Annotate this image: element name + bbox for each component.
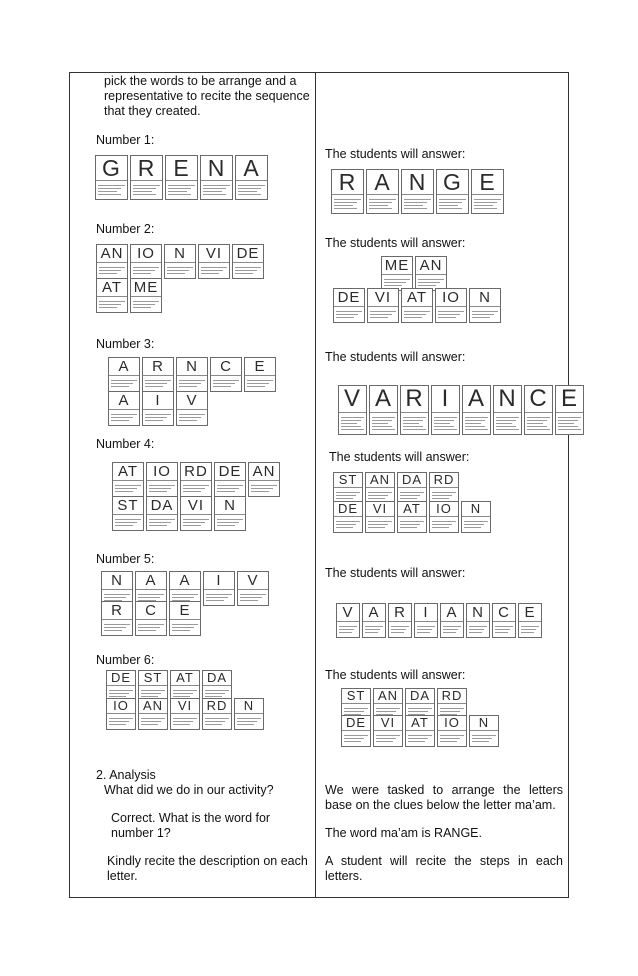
letter-tile — [435, 288, 467, 323]
tile-clue — [334, 306, 364, 322]
letter-tile — [493, 385, 522, 435]
letter-tile — [367, 288, 399, 323]
tile-letter: N — [472, 604, 484, 621]
letter-tile — [365, 501, 395, 533]
letter-tile — [165, 155, 198, 200]
tile-letter: E — [173, 155, 190, 181]
correct-line-2: number 1? — [111, 826, 171, 840]
tile-letter: AN — [369, 472, 391, 487]
letter-tile — [108, 357, 140, 392]
tile-clue — [342, 730, 370, 746]
tile-clue — [432, 412, 459, 434]
tile-clue — [494, 412, 521, 434]
letter-tile — [112, 462, 144, 497]
letter-tile — [397, 501, 427, 533]
tile-clue — [334, 516, 362, 532]
letter-tile — [244, 357, 276, 392]
tile-clue — [199, 262, 229, 278]
tile-clue — [519, 621, 541, 637]
tile-letter: C — [498, 604, 510, 621]
letter-tile — [142, 357, 174, 392]
tile-clue — [332, 194, 363, 213]
tile-letter: E — [524, 604, 536, 621]
letter-tile — [518, 603, 542, 638]
letter-tile — [237, 571, 269, 606]
letter-tile — [437, 715, 467, 747]
tile-letter: AT — [117, 463, 139, 480]
tile-clue — [97, 262, 127, 278]
letter-tile — [373, 715, 403, 747]
tile-letter: N — [186, 358, 198, 375]
tile-letter: AN — [100, 245, 124, 262]
tile-clue — [238, 589, 268, 605]
tile-letter: N — [243, 698, 255, 713]
tile-clue — [470, 306, 500, 322]
tile-clue — [470, 730, 498, 746]
tile-clue — [113, 514, 143, 530]
tile-letter: N — [111, 572, 123, 589]
tile-letter: DA — [206, 670, 228, 685]
letter-tile — [333, 288, 365, 323]
number-6-tiles-row-2 — [106, 698, 266, 730]
tile-clue — [389, 621, 411, 637]
letter-tile — [429, 472, 459, 504]
tile-clue — [366, 516, 394, 532]
tile-clue — [113, 480, 143, 496]
letter-tile — [108, 391, 140, 426]
tile-clue — [525, 412, 552, 434]
letter-tile — [405, 715, 435, 747]
tile-clue — [462, 516, 490, 532]
tile-clue — [398, 516, 426, 532]
answer-label-2: The students will answer: — [325, 236, 466, 250]
letter-tile — [365, 472, 395, 504]
tile-clue — [177, 375, 207, 391]
letter-tile — [180, 462, 212, 497]
answer-6-tiles-row-2 — [341, 715, 501, 747]
letter-tile — [333, 472, 363, 504]
tile-letter: DA — [409, 688, 431, 703]
number-3-label: Number 3: — [96, 337, 155, 351]
tile-letter: A — [179, 572, 191, 589]
letter-tile — [369, 385, 398, 435]
analysis-question: What did we do in our activity? — [104, 783, 274, 797]
tile-letter: IO — [153, 463, 171, 480]
tile-letter: V — [343, 385, 361, 412]
reply-1: We were tasked to arrange the letters base on the clues below the letter ma’am. — [325, 783, 563, 812]
letter-tile — [176, 357, 208, 392]
intro-line-2: representative to recite the sequence — [104, 89, 310, 103]
tile-letter: DE — [110, 670, 132, 685]
tile-clue — [430, 516, 458, 532]
tile-clue — [204, 589, 234, 605]
tile-letter: V — [186, 392, 198, 409]
column-divider — [315, 73, 316, 897]
letter-tile — [202, 698, 232, 730]
letter-tile — [200, 155, 233, 200]
tile-clue — [249, 480, 279, 496]
tile-letter: IO — [444, 715, 460, 730]
tile-letter: A — [368, 604, 380, 621]
tile-clue — [368, 306, 398, 322]
letter-tile — [341, 715, 371, 747]
letter-tile — [469, 288, 501, 323]
tile-clue — [406, 730, 434, 746]
reply-3: A student will recite the steps in each letters. — [325, 854, 563, 883]
tile-clue — [147, 480, 177, 496]
tile-letter: E — [254, 358, 266, 375]
tile-clue — [177, 409, 207, 425]
tile-letter: R — [405, 385, 424, 412]
tile-letter: ST — [346, 688, 366, 703]
letter-tile — [176, 391, 208, 426]
letter-tile — [95, 155, 128, 200]
tile-letter: E — [560, 385, 578, 412]
tile-letter: IO — [436, 501, 452, 516]
tile-letter: DA — [401, 472, 423, 487]
tile-clue — [170, 619, 200, 635]
tile-clue — [415, 621, 437, 637]
tile-letter: RD — [441, 688, 463, 703]
answer-5-tiles — [336, 603, 544, 638]
letter-tile — [401, 169, 434, 214]
tile-clue — [102, 619, 132, 635]
intro-line-1: pick the words to be arrange and a — [104, 74, 297, 88]
number-1-label: Number 1: — [96, 133, 155, 147]
tile-clue — [143, 409, 173, 425]
tile-letter: N — [479, 289, 491, 306]
answer-label-1: The students will answer: — [325, 147, 466, 161]
letter-tile — [400, 385, 429, 435]
tile-letter: I — [423, 604, 429, 621]
letter-tile — [235, 155, 268, 200]
number-1-tiles — [95, 155, 270, 200]
tile-clue — [131, 180, 162, 199]
tile-letter: A — [118, 392, 130, 409]
letter-tile — [96, 278, 128, 313]
letter-tile — [180, 496, 212, 531]
tile-letter: AN — [419, 257, 443, 274]
tile-letter: G — [443, 169, 462, 195]
tile-clue — [463, 412, 490, 434]
number-5-tiles-row-2 — [101, 601, 203, 636]
tile-clue — [109, 375, 139, 391]
tile-clue — [370, 412, 397, 434]
answer-4-tiles-row-2 — [333, 501, 493, 533]
tile-clue — [401, 412, 428, 434]
tile-clue — [438, 730, 466, 746]
answer-3-tiles — [338, 385, 586, 435]
letter-tile — [381, 256, 413, 291]
letter-tile — [170, 698, 200, 730]
letter-tile — [524, 385, 553, 435]
tile-clue — [97, 296, 127, 312]
number-2-tiles-row-2 — [96, 278, 164, 313]
tile-letter: N — [498, 385, 517, 412]
tile-letter: AT — [101, 279, 123, 296]
tile-letter: IO — [113, 698, 129, 713]
tile-clue — [136, 619, 166, 635]
tile-clue — [236, 180, 267, 199]
letter-tile — [112, 496, 144, 531]
tile-letter: DE — [236, 245, 260, 262]
tile-letter: VI — [374, 289, 392, 306]
tile-letter: DE — [337, 289, 361, 306]
tile-letter: V — [247, 572, 259, 589]
tile-letter: RD — [206, 698, 228, 713]
tile-letter: N — [470, 501, 482, 516]
number-6-label: Number 6: — [96, 653, 155, 667]
tile-letter: ST — [338, 472, 358, 487]
letter-tile — [414, 603, 438, 638]
tile-letter: A — [118, 358, 130, 375]
tile-clue — [233, 262, 263, 278]
letter-tile — [415, 256, 447, 291]
tile-letter: AT — [406, 289, 428, 306]
letter-tile — [142, 391, 174, 426]
tile-letter: N — [478, 715, 490, 730]
tile-letter: IO — [442, 289, 460, 306]
analysis-heading: 2. Analysis — [96, 768, 156, 782]
tile-letter: AT — [176, 670, 194, 685]
tile-clue — [493, 621, 515, 637]
tile-letter: A — [374, 169, 391, 195]
letter-tile — [388, 603, 412, 638]
answer-2-tiles-row-2 — [333, 288, 503, 323]
letter-tile — [461, 501, 491, 533]
letter-tile — [466, 603, 490, 638]
letter-tile — [101, 601, 133, 636]
tile-clue — [337, 621, 359, 637]
letter-tile — [130, 155, 163, 200]
tile-clue — [402, 194, 433, 213]
tile-letter: DE — [218, 463, 242, 480]
tile-clue — [556, 412, 583, 434]
number-4-tiles-row-2 — [112, 496, 248, 531]
tile-letter: RD — [184, 463, 208, 480]
tile-letter: AN — [252, 463, 276, 480]
tile-clue — [215, 480, 245, 496]
tile-letter: G — [102, 155, 121, 181]
answer-label-3: The students will answer: — [325, 350, 466, 364]
tile-letter: VI — [205, 245, 223, 262]
tile-clue — [367, 194, 398, 213]
tile-letter: R — [394, 604, 406, 621]
letter-tile — [96, 244, 128, 279]
letter-tile — [471, 169, 504, 214]
tile-letter: AN — [377, 688, 399, 703]
tile-letter: R — [152, 358, 164, 375]
letter-tile — [366, 169, 399, 214]
tile-letter: R — [137, 155, 156, 181]
number-4-tiles-row-1 — [112, 462, 282, 497]
letter-tile — [146, 496, 178, 531]
tile-clue — [107, 713, 135, 729]
tile-letter: V — [342, 604, 354, 621]
tile-clue — [203, 713, 231, 729]
tile-letter: E — [179, 602, 191, 619]
letter-tile — [169, 601, 201, 636]
tile-letter: A — [446, 604, 458, 621]
tile-letter: N — [174, 245, 186, 262]
number-5-label: Number 5: — [96, 552, 155, 566]
letter-tile — [336, 603, 360, 638]
answer-2-tiles-row-1 — [381, 256, 449, 291]
tile-letter: I — [216, 572, 222, 589]
recite-line-2: letter. — [107, 869, 138, 883]
letter-tile — [214, 496, 246, 531]
tile-clue — [472, 194, 503, 213]
intro-line-3: that they created. — [104, 104, 201, 118]
tile-clue — [402, 306, 432, 322]
tile-letter: AT — [403, 501, 421, 516]
tile-letter: VI — [187, 497, 205, 514]
letter-tile — [333, 501, 363, 533]
tile-letter: DE — [337, 501, 359, 516]
letter-tile — [401, 288, 433, 323]
answer-label-5: The students will answer: — [325, 566, 466, 580]
tile-letter: DA — [150, 497, 174, 514]
letter-tile — [146, 462, 178, 497]
letter-tile — [362, 603, 386, 638]
tile-letter: ST — [143, 670, 163, 685]
letter-tile — [462, 385, 491, 435]
answer-1-tiles — [331, 169, 506, 214]
number-3-tiles-row-2 — [108, 391, 210, 426]
answer-label-6: The students will answer: — [325, 668, 466, 682]
letter-tile — [130, 278, 162, 313]
tile-letter: ME — [133, 279, 159, 296]
tile-letter: C — [220, 358, 232, 375]
tile-clue — [467, 621, 489, 637]
tile-clue — [363, 621, 385, 637]
tile-letter: DE — [345, 715, 367, 730]
tile-letter: IO — [137, 245, 155, 262]
tile-clue — [201, 180, 232, 199]
tile-letter: I — [441, 385, 450, 412]
tile-letter: RD — [433, 472, 455, 487]
letter-tile — [138, 698, 168, 730]
tile-letter: AT — [411, 715, 429, 730]
letter-tile — [234, 698, 264, 730]
correct-line-1: Correct. What is the word for — [111, 811, 271, 825]
tile-letter: AN — [142, 698, 164, 713]
tile-letter: N — [207, 155, 226, 181]
tile-clue — [181, 514, 211, 530]
number-3-tiles-row-1 — [108, 357, 278, 392]
tile-letter: I — [155, 392, 161, 409]
tile-clue — [437, 194, 468, 213]
letter-tile — [210, 357, 242, 392]
tile-clue — [165, 262, 195, 278]
letter-tile — [232, 244, 264, 279]
letter-tile — [331, 169, 364, 214]
letter-tile — [431, 385, 460, 435]
tile-letter: E — [479, 169, 496, 195]
letter-tile — [429, 501, 459, 533]
letter-tile — [397, 472, 427, 504]
tile-letter: R — [111, 602, 123, 619]
tile-clue — [245, 375, 275, 391]
tile-letter: A — [145, 572, 157, 589]
letter-tile — [164, 244, 196, 279]
tile-clue — [171, 713, 199, 729]
tile-letter: ME — [384, 257, 410, 274]
letter-tile — [106, 698, 136, 730]
tile-clue — [131, 296, 161, 312]
tile-clue — [181, 480, 211, 496]
tile-letter: N — [224, 497, 236, 514]
tile-letter: A — [374, 385, 392, 412]
tile-letter: ST — [117, 497, 139, 514]
tile-letter: R — [338, 169, 357, 195]
tile-clue — [147, 514, 177, 530]
tile-letter: VI — [177, 698, 193, 713]
reply-2: The word ma’am is RANGE. — [325, 826, 482, 840]
tile-clue — [143, 375, 173, 391]
tile-clue — [131, 262, 161, 278]
letter-tile — [198, 244, 230, 279]
tile-letter: VI — [372, 501, 388, 516]
letter-tile — [135, 601, 167, 636]
tile-clue — [109, 409, 139, 425]
letter-tile — [469, 715, 499, 747]
tile-clue — [139, 713, 167, 729]
tile-clue — [441, 621, 463, 637]
tile-letter: VI — [380, 715, 396, 730]
tile-letter: A — [243, 155, 260, 181]
tile-letter: N — [408, 169, 427, 195]
letter-tile — [130, 244, 162, 279]
letter-tile — [555, 385, 584, 435]
letter-tile — [338, 385, 367, 435]
tile-clue — [96, 180, 127, 199]
tile-clue — [436, 306, 466, 322]
tile-clue — [215, 514, 245, 530]
tile-clue — [339, 412, 366, 434]
tile-clue — [211, 375, 241, 391]
letter-tile — [214, 462, 246, 497]
letter-tile — [492, 603, 516, 638]
number-2-label: Number 2: — [96, 222, 155, 236]
tile-letter: A — [467, 385, 485, 412]
tile-clue — [235, 713, 263, 729]
tile-letter: C — [145, 602, 157, 619]
answer-label-4: The students will answer: — [329, 450, 470, 464]
letter-tile — [203, 571, 235, 606]
tile-clue — [374, 730, 402, 746]
recite-line-1: Kindly recite the description on each — [107, 854, 308, 868]
answer-4-tiles-row-1 — [333, 472, 461, 504]
tile-clue — [166, 180, 197, 199]
letter-tile — [248, 462, 280, 497]
tile-letter: C — [529, 385, 548, 412]
letter-tile — [436, 169, 469, 214]
number-2-tiles-row-1 — [96, 244, 266, 279]
letter-tile — [440, 603, 464, 638]
number-4-label: Number 4: — [96, 437, 155, 451]
